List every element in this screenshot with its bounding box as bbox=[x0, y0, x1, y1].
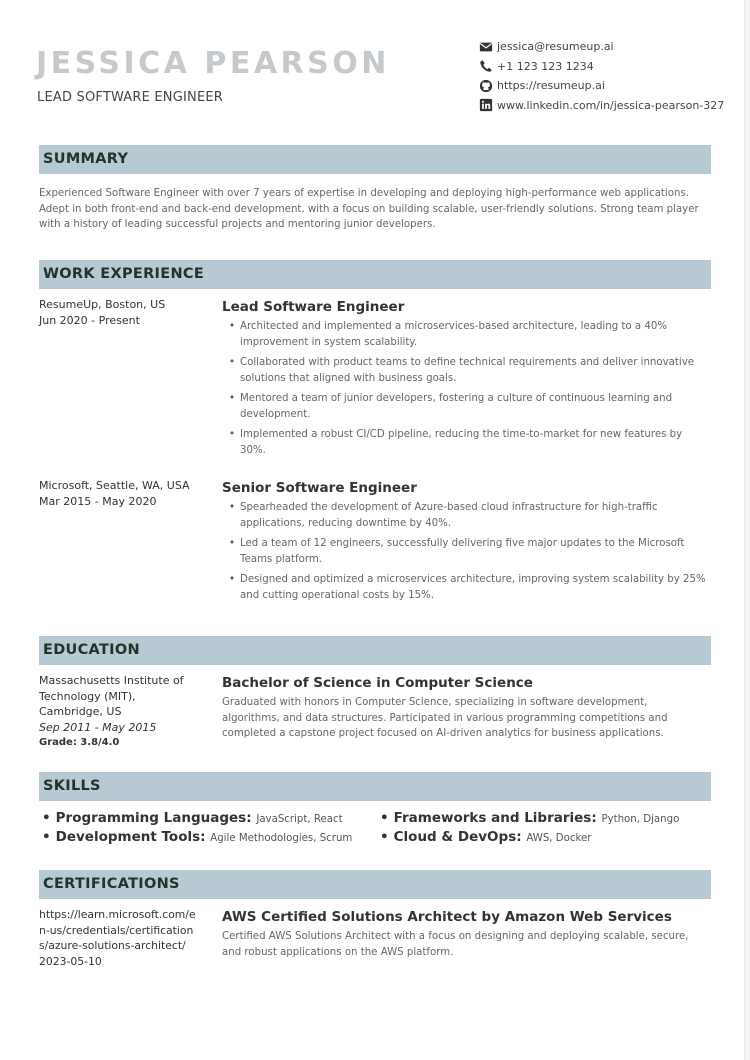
contact-linkedin[interactable] bbox=[478, 96, 724, 116]
education-grade: Grade: 3.8/4.0 bbox=[39, 737, 120, 748]
job-2-company: Microsoft, Seattle, WA, USA bbox=[39, 479, 190, 492]
education-meta bbox=[39, 673, 209, 751]
contact-github-text: https://resumeup.ai bbox=[497, 79, 605, 93]
certification-url-line1[interactable]: https://learn.microsoft.com/e bbox=[39, 908, 196, 921]
job-1-bullet: • Mentored a team of junior developers, fostering a culture of continuous learning and development. bbox=[229, 391, 709, 422]
section-education-header bbox=[39, 636, 711, 665]
section-work-header bbox=[39, 260, 711, 289]
certification-url-line3[interactable]: s/azure-solutions-architect/ bbox=[39, 939, 186, 952]
skill-value: JavaScript, React bbox=[256, 814, 343, 825]
education-dates: Sep 2011 - May 2015 bbox=[39, 720, 157, 734]
job-2-dates: Mar 2015 - May 2020 bbox=[39, 494, 157, 508]
envelope-icon bbox=[478, 40, 493, 54]
job-2-bullet: • Designed and optimized a microservices architecture, improving system scalability by 25% and cutting operational costs by 15%. bbox=[229, 572, 709, 603]
job-1-meta bbox=[39, 297, 209, 328]
skill-label: Frameworks and Libraries: bbox=[393, 810, 597, 826]
skill-item: • Development Tools: Agile Methodologies, Scrum bbox=[42, 829, 353, 845]
education-degree: Bachelor of Science in Computer Science bbox=[222, 675, 533, 691]
job-1-bullet: • Implemented a robust CI/CD pipeline, reducing the time-to-market for new features by 30%. bbox=[229, 427, 709, 458]
github-icon bbox=[478, 79, 493, 93]
skill-label: Development Tools: bbox=[55, 829, 206, 845]
contact-phone[interactable] bbox=[478, 57, 724, 77]
linkedin-icon bbox=[478, 98, 493, 112]
candidate-name: JESSICA PEARSON bbox=[36, 46, 390, 81]
contact-email[interactable] bbox=[478, 37, 724, 57]
certification-meta bbox=[39, 907, 209, 969]
contact-linkedin-text: www.linkedin.com/in/jessica-pearson-327 bbox=[497, 98, 725, 112]
education-description: Graduated with honors in Computer Science, specializing in software development, algorithms, and data structures. Participated in various programming competitions and completed a capstone project focused on AI-driven analytics for business applications. bbox=[222, 697, 668, 739]
skill-label: Programming Languages: bbox=[55, 810, 252, 826]
certification-title: AWS Certified Solutions Architect by Amazon Web Services bbox=[222, 909, 672, 925]
section-skills-title: SKILLS bbox=[43, 778, 101, 794]
skill-value: Python, Django bbox=[601, 814, 680, 825]
section-summary-header bbox=[39, 145, 711, 174]
skill-value: AWS, Docker bbox=[526, 833, 592, 844]
education-school-line2: Technology (MIT), bbox=[39, 689, 136, 703]
contact-email-text: jessica@resumeup.ai bbox=[497, 40, 614, 54]
summary-text: Experienced Software Engineer with over 7 years of expertise in developing and deploying high-performance web applications. Adept in both front-end and back-end development, with a focus on building scalable, user-friendly solutions. Strong team player with a history of leading successful projects and mentoring junior developers. bbox=[39, 188, 699, 230]
page-edge bbox=[744, 0, 750, 1060]
job-1-bullet: • Collaborated with product teams to define technical requirements and deliver innovative solutions that aligned with business goals. bbox=[229, 355, 709, 386]
education-location: Cambridge, US bbox=[39, 705, 122, 718]
contact-list bbox=[478, 37, 724, 115]
section-work-title: WORK EXPERIENCE bbox=[43, 266, 205, 282]
certification-description: Certified AWS Solutions Architect with a focus on designing and deploying scalable, secure, and robust applications on the AWS platform. bbox=[222, 931, 689, 958]
contact-phone-text: +1 123 123 1234 bbox=[497, 59, 594, 73]
job-1-company: ResumeUp, Boston, US bbox=[39, 298, 166, 311]
contact-github[interactable] bbox=[478, 76, 724, 96]
job-2-bullets bbox=[229, 500, 709, 608]
resume-header bbox=[0, 0, 750, 130]
certification-date: 2023-05-10 bbox=[39, 954, 102, 968]
section-certifications-title: CERTIFICATIONS bbox=[43, 876, 180, 892]
job-1-bullet: • Architected and implemented a microservices-based architecture, leading to a 40% improvement in system scalability. bbox=[229, 319, 709, 350]
candidate-title: LEAD SOFTWARE ENGINEER bbox=[37, 90, 224, 105]
certification-url-line2[interactable]: n-us/credentials/certification bbox=[39, 923, 194, 937]
job-2-meta bbox=[39, 478, 209, 509]
section-education-title: EDUCATION bbox=[43, 642, 140, 658]
section-skills-header bbox=[39, 772, 711, 801]
section-certifications-header bbox=[39, 870, 711, 899]
job-1-dates: Jun 2020 - Present bbox=[39, 313, 140, 327]
skill-item: • Programming Languages: JavaScript, React bbox=[42, 810, 343, 826]
skill-item: • Frameworks and Libraries: Python, Django bbox=[380, 810, 680, 826]
skill-value: Agile Methodologies, Scrum bbox=[210, 833, 353, 844]
skill-item: • Cloud & DevOps: AWS, Docker bbox=[380, 829, 592, 845]
job-2-role: Senior Software Engineer bbox=[222, 480, 417, 496]
job-2-bullet: • Spearheaded the development of Azure-based cloud infrastructure for high-traffic applications, reducing downtime by 40%. bbox=[229, 500, 709, 531]
education-school-line1: Massachusetts Institute of bbox=[39, 674, 184, 687]
phone-icon bbox=[478, 59, 493, 73]
section-summary-title: SUMMARY bbox=[43, 151, 129, 167]
job-2-bullet: • Led a team of 12 engineers, successfully delivering five major updates to the Microsoft Teams platform. bbox=[229, 536, 709, 567]
job-1-bullets bbox=[229, 319, 709, 463]
skill-label: Cloud & DevOps: bbox=[393, 829, 522, 845]
job-1-role: Lead Software Engineer bbox=[222, 299, 405, 315]
